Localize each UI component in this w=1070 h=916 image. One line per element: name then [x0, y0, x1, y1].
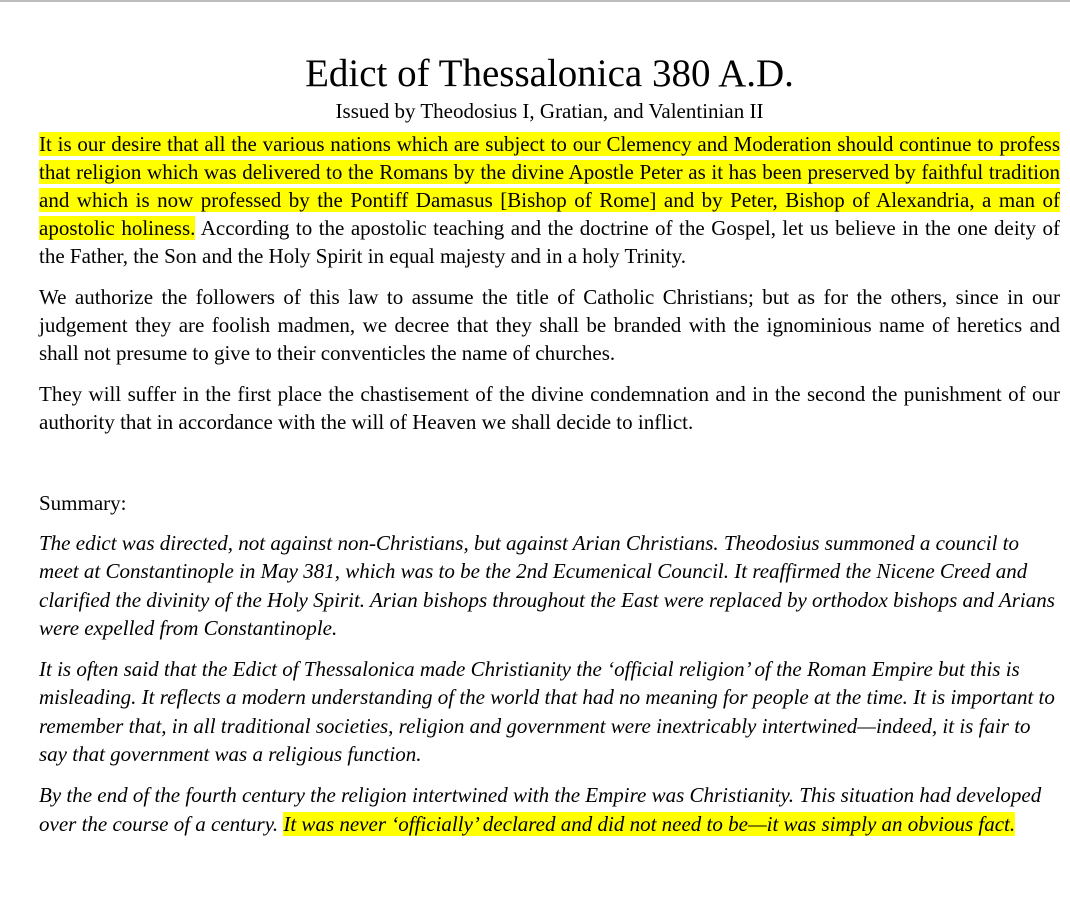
highlighted-text: It was never ‘officially’ declared and did not need to be—it was simply an obvious fact.	[283, 811, 1016, 836]
section-spacer	[39, 449, 1060, 489]
document-subtitle: Issued by Theodosius I, Gratian, and Valentinian II	[335, 99, 764, 123]
edict-paragraph-3: They will suffer in the first place the chastisement of the divine condemnation and in the second the punishment of our authority that in accordance with the will of Heaven we shall decide to inflict.	[39, 382, 1060, 434]
top-border	[0, 0, 1070, 2]
summary-paragraph-3	[39, 781, 1060, 838]
paragraph-text: According to the apostolic teaching and the doctrine of the Gospel, let us believe in the one deity of the Father, the Son and the Holy Spirit in equal majesty and in a holy Trinity.	[39, 216, 1060, 268]
summary-heading: Summary:	[39, 491, 127, 515]
highlighted-text: It is our desire that all the various nations which are subject to our Clemency and Moderation should continue to profess that religion which was delivered to the Romans by the divine Apostle Peter as it has been preserved by faithful tradition and which is now professed by the Pontiff Damasus [Bishop of Rome] and by Peter, Bishop of Alexandria, a man of apostolic holiness.	[39, 132, 1060, 240]
document-page	[39, 50, 1060, 851]
paragraph-text: By the end of the fourth century the religion intertwined with the Empire was Christianity. This situation had developed over the course of a century.	[39, 783, 1042, 836]
edict-paragraph-2: We authorize the followers of this law to assume the title of Catholic Christians; but as for the others, since in our judgement they are foolish madmen, we decree that they shall be branded with the ignominious name of heretics and shall not presume to give to their conventicles the name of churches.	[39, 285, 1060, 365]
document-title: Edict of Thessalonica 380 A.D.	[305, 52, 794, 95]
edict-paragraph-1	[39, 130, 1060, 270]
summary-paragraph-1: The edict was directed, not against non-Christians, but against Arian Christians. Theodosius summoned a council to meet at Constantinople in May 381, which was to be the 2nd Ecumenical Council. It reaffirmed the Nicene Creed and clarified the divinity of the Holy Spirit. Arian bishops throughout the East were replaced by orthodox bishops and Arians were expelled from Constantinople.	[39, 531, 1055, 640]
summary-paragraph-2: It is often said that the Edict of Thessalonica made Christianity the ‘official religion’ of the Roman Empire but this is misleading. It reflects a modern understanding of the world that had no meaning for people at the time. It is important to remember that, in all traditional societies, religion and government were inextricably intertwined—indeed, it is fair to say that government was a religious function.	[39, 657, 1055, 767]
